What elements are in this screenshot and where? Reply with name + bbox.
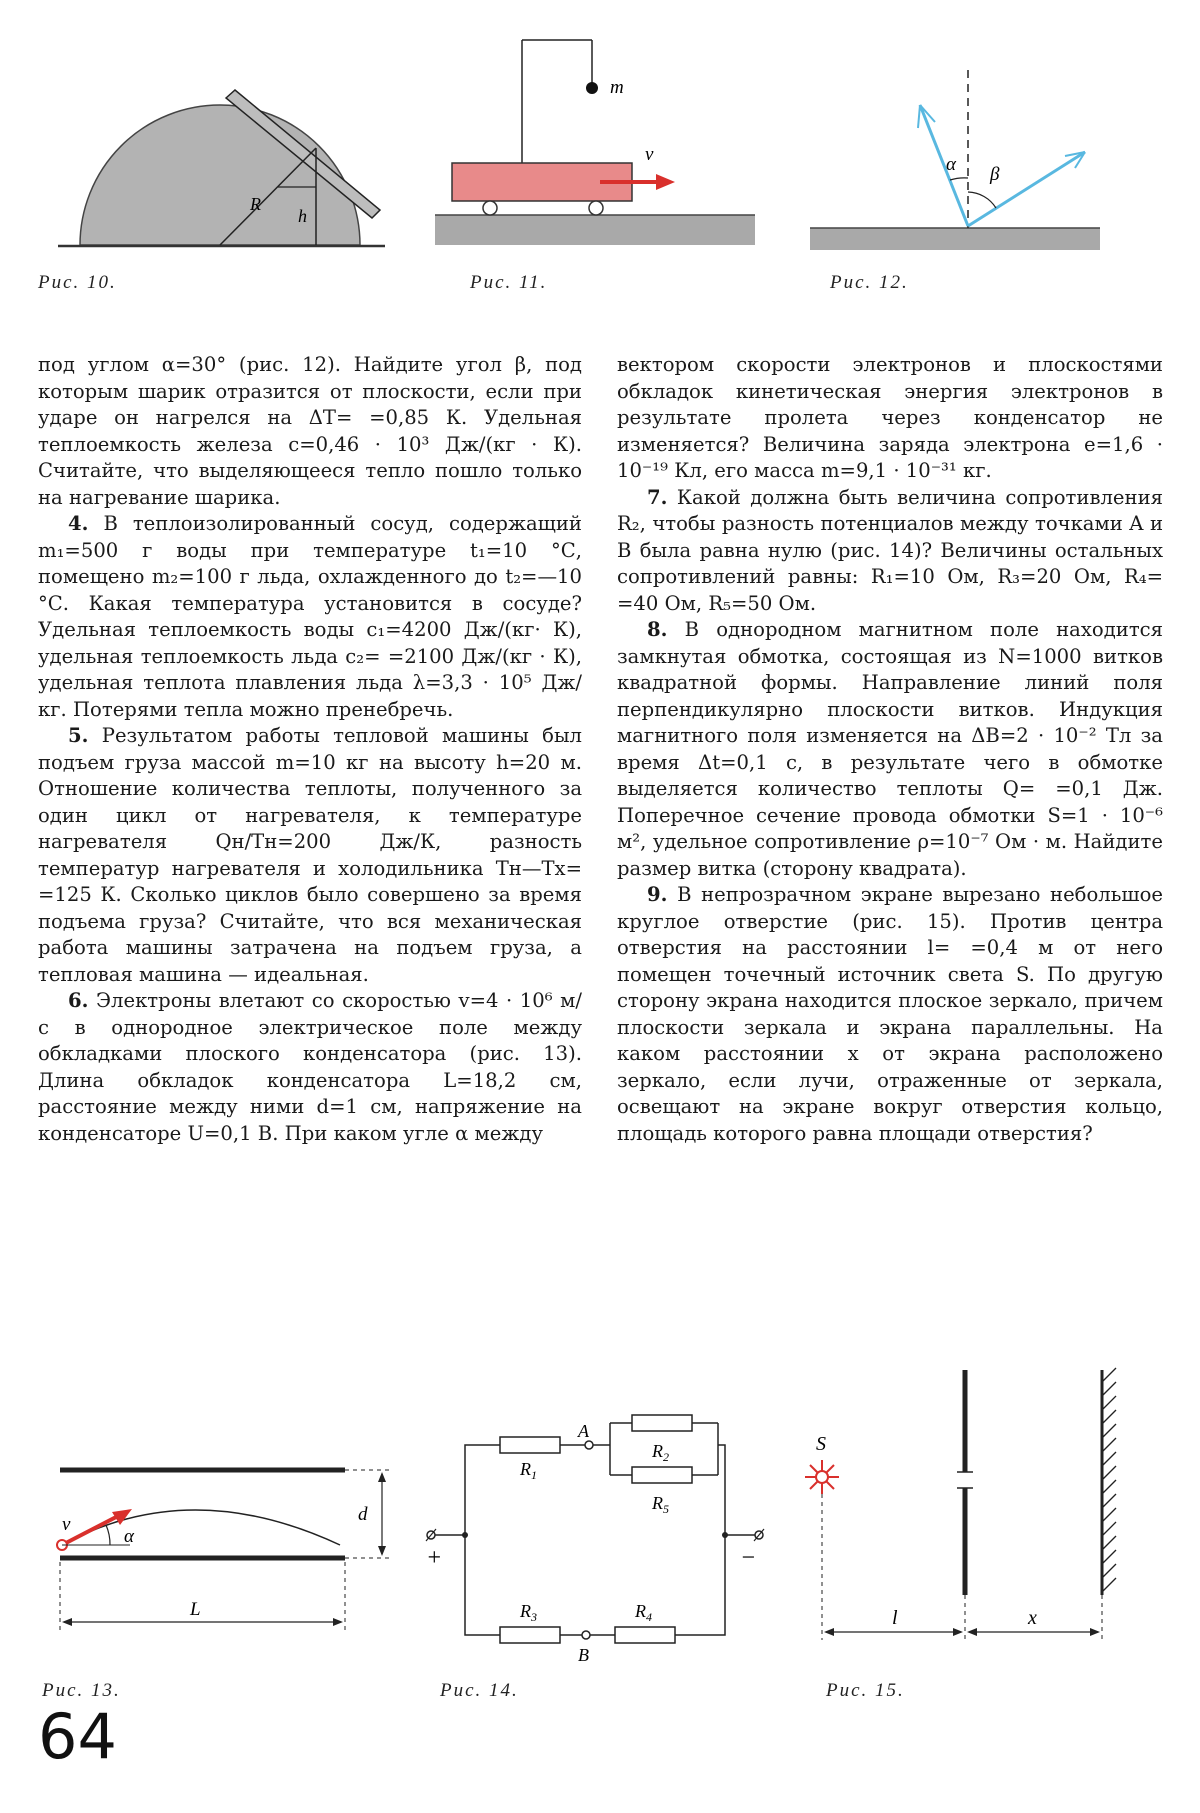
svg-text:R3 [519,1601,537,1624]
fig13-label-alpha: α [124,1526,134,1547]
fig14-label-r3-sub: 3 [531,1610,537,1624]
caption-fig11: Рис. 11. [470,272,548,293]
problem6-number: 6. [68,989,89,1012]
problem8-text: В однородном магнитном поле находится замкнутая обмотка, состоящая из N=1000 витков квадратной формы. Направление линий поля перпендикулярно плоскости витков. Индукция магнитного поля изменяется на ΔB=2 · 10⁻² Тл за время Δt=0,1 с, в результате чего в обмотке выделяется количество теплоты Q= =0,1 Дж. Поперечное сечение провода обмотки S=1 · 10⁻⁶ м², удельное сопротивление ρ=10⁻⁷ Ом · м. Найдите размер витка (сторону квадрата). [617,618,1163,880]
paragraph-problem6 [38,988,582,1147]
figure-11 [430,25,760,250]
caption-fig12: Рис. 12. [830,272,909,293]
fig14-label-r2: R [652,1441,663,1461]
fig10-label-r: R [250,194,261,214]
problem8-number: 8. [647,618,668,641]
figure-12 [800,60,1120,250]
fig13-label-v: v [62,1514,71,1535]
fig14-label-r4: R [635,1601,646,1621]
caption-fig10: Рис. 10. [38,272,117,293]
paragraph-problem7 [617,485,1163,618]
fig14-label-r5: R [652,1493,663,1513]
problem9-text: В непрозрачном экране вырезано небольшое круглое отверстие (рис. 15). Против центра отверстия на расстоянии l= =0,4 м от него помещен точечный источник света S. По другую сторону экрана находится плоское зеркало, причем плоскости зеркала и экрана параллельны. На каком расстоянии x от экрана расположено зеркало, если лучи, отраженные от зеркала, освещают на экране вокруг отверстия кольцо, площадь которого равна площади отверстия? [617,883,1164,1145]
svg-text:R1 [519,1459,537,1482]
svg-text:R5 [651,1493,669,1516]
figure-15 [800,1360,1140,1660]
paragraph-problem3-end: под углом α=30° (рис. 12). Найдите угол β, под которым шарик отразится от плоскости, если при ударе он нагрелся на ΔT= =0,85 К. Удельная теплоемкость железа c=0,46 · 10³ Дж/(кг · К). Считайте, что выделяющееся тепло пошло только на нагревание шарика. [38,353,582,509]
fig14-label-plus: + [426,1545,443,1571]
figure-13 [40,1450,410,1650]
paragraph-problem9 [617,882,1163,1147]
fig13-label-l: L [190,1599,201,1620]
fig14-label-r1: R [520,1459,531,1479]
figure-10 [50,80,390,250]
problem4-text: В теплоизолированный сосуд, содержащий m₁=500 г воды при температуре t₁=10 °С, помещено m₂=100 г льда, охлажденного до t₂=—10 °С. Какая температура установится в сосуде? Удельная теплоемкость воды c₁=4200 Дж/(кг· К), удельная теплоемкость льда c₂= =2100 Дж/(кг · К), удельная теплота плавления льда λ=3,3 · 10⁵ Дж/кг. Потерями тепла можно пренебречь. [38,512,582,721]
svg-text:R2 [651,1441,669,1464]
fig15-label-l: l [892,1607,898,1629]
left-column [38,352,582,1147]
paragraph-problem6-cont: вектором скорости электронов и плоскостями обкладок кинетическая энергия электронов в результате пролета через конденсатор не изменяется? Величина заряда электрона e=1,6 · 10⁻¹⁹ Кл, его масса m=9,1 · 10⁻³¹ кг. [617,353,1163,482]
problem5-text: Результатом работы тепловой машины был подъем груза массой m=10 кг на высоту h=20 м. Отношение количества теплоты, полученного за один цикл от нагревателя, к температуре нагревателя Qн/Tн=200 Дж/К, разность температур нагревателя и холодильника Tн—Tх= =125 К. Сколько циклов было совершено за время подъема груза? Считайте, что вся механическая работа машины затрачена на подъем груза, а тепловая машина — идеальная. [38,724,582,986]
caption-fig15: Рис. 15. [826,1680,905,1701]
fig14-label-minus: − [740,1545,757,1571]
fig15-label-x: x [1028,1607,1037,1629]
fig12-label-alpha: α [946,154,956,175]
problem5-number: 5. [68,724,89,747]
problem7-number: 7. [647,485,668,509]
caption-fig13: Рис. 13. [42,1680,121,1701]
right-column [617,352,1163,1147]
problem7-text: Какой должна быть величина сопротивления R₂, чтобы разность потенциалов между точками A и B была равна нулю (рис. 14)? Величины остальных сопротивлений равны: R₁=10 Ом, R₃=20 Ом, R₄= =40 Ом, R₅=50 Ом. [617,485,1163,615]
fig14-label-r5-sub: 5 [663,1502,669,1516]
paragraph-problem8 [617,617,1163,882]
fig11-label-m: m [610,77,624,98]
paragraph-problem5 [38,723,582,988]
fig14-label-r3: R [520,1601,531,1621]
figure-14 [420,1405,770,1665]
fig12-label-beta: β [990,164,1000,185]
problem6-text: Электроны влетают со скоростью v=4 · 10⁶ м/с в однородное электрическое поле между обкладками плоского конденсатора (рис. 13). Длина обкладок конденсатора L=18,2 см, расстояние между ними d=1 см, напряжение на конденсаторе U=0,1 В. При каком угле α между [38,989,582,1145]
problem9-number: 9. [647,883,668,906]
caption-fig14: Рис. 14. [440,1680,519,1701]
fig10-label-h: h [298,206,307,226]
fig14-label-r4-sub: 4 [646,1610,652,1624]
fig13-label-d: d [358,1504,368,1525]
fig14-label-r1-sub: 1 [531,1468,537,1482]
page-number: 64 [38,1700,117,1773]
fig14-label-r2-sub: 2 [663,1450,669,1464]
paragraph-problem4 [38,511,582,723]
svg-text:R4 [634,1601,652,1624]
fig15-label-s: S [816,1433,826,1455]
fig11-label-v: v [645,144,654,165]
fig14-label-b: B [578,1645,589,1665]
problem4-number: 4. [68,512,89,535]
fig14-label-a: A [578,1421,589,1441]
